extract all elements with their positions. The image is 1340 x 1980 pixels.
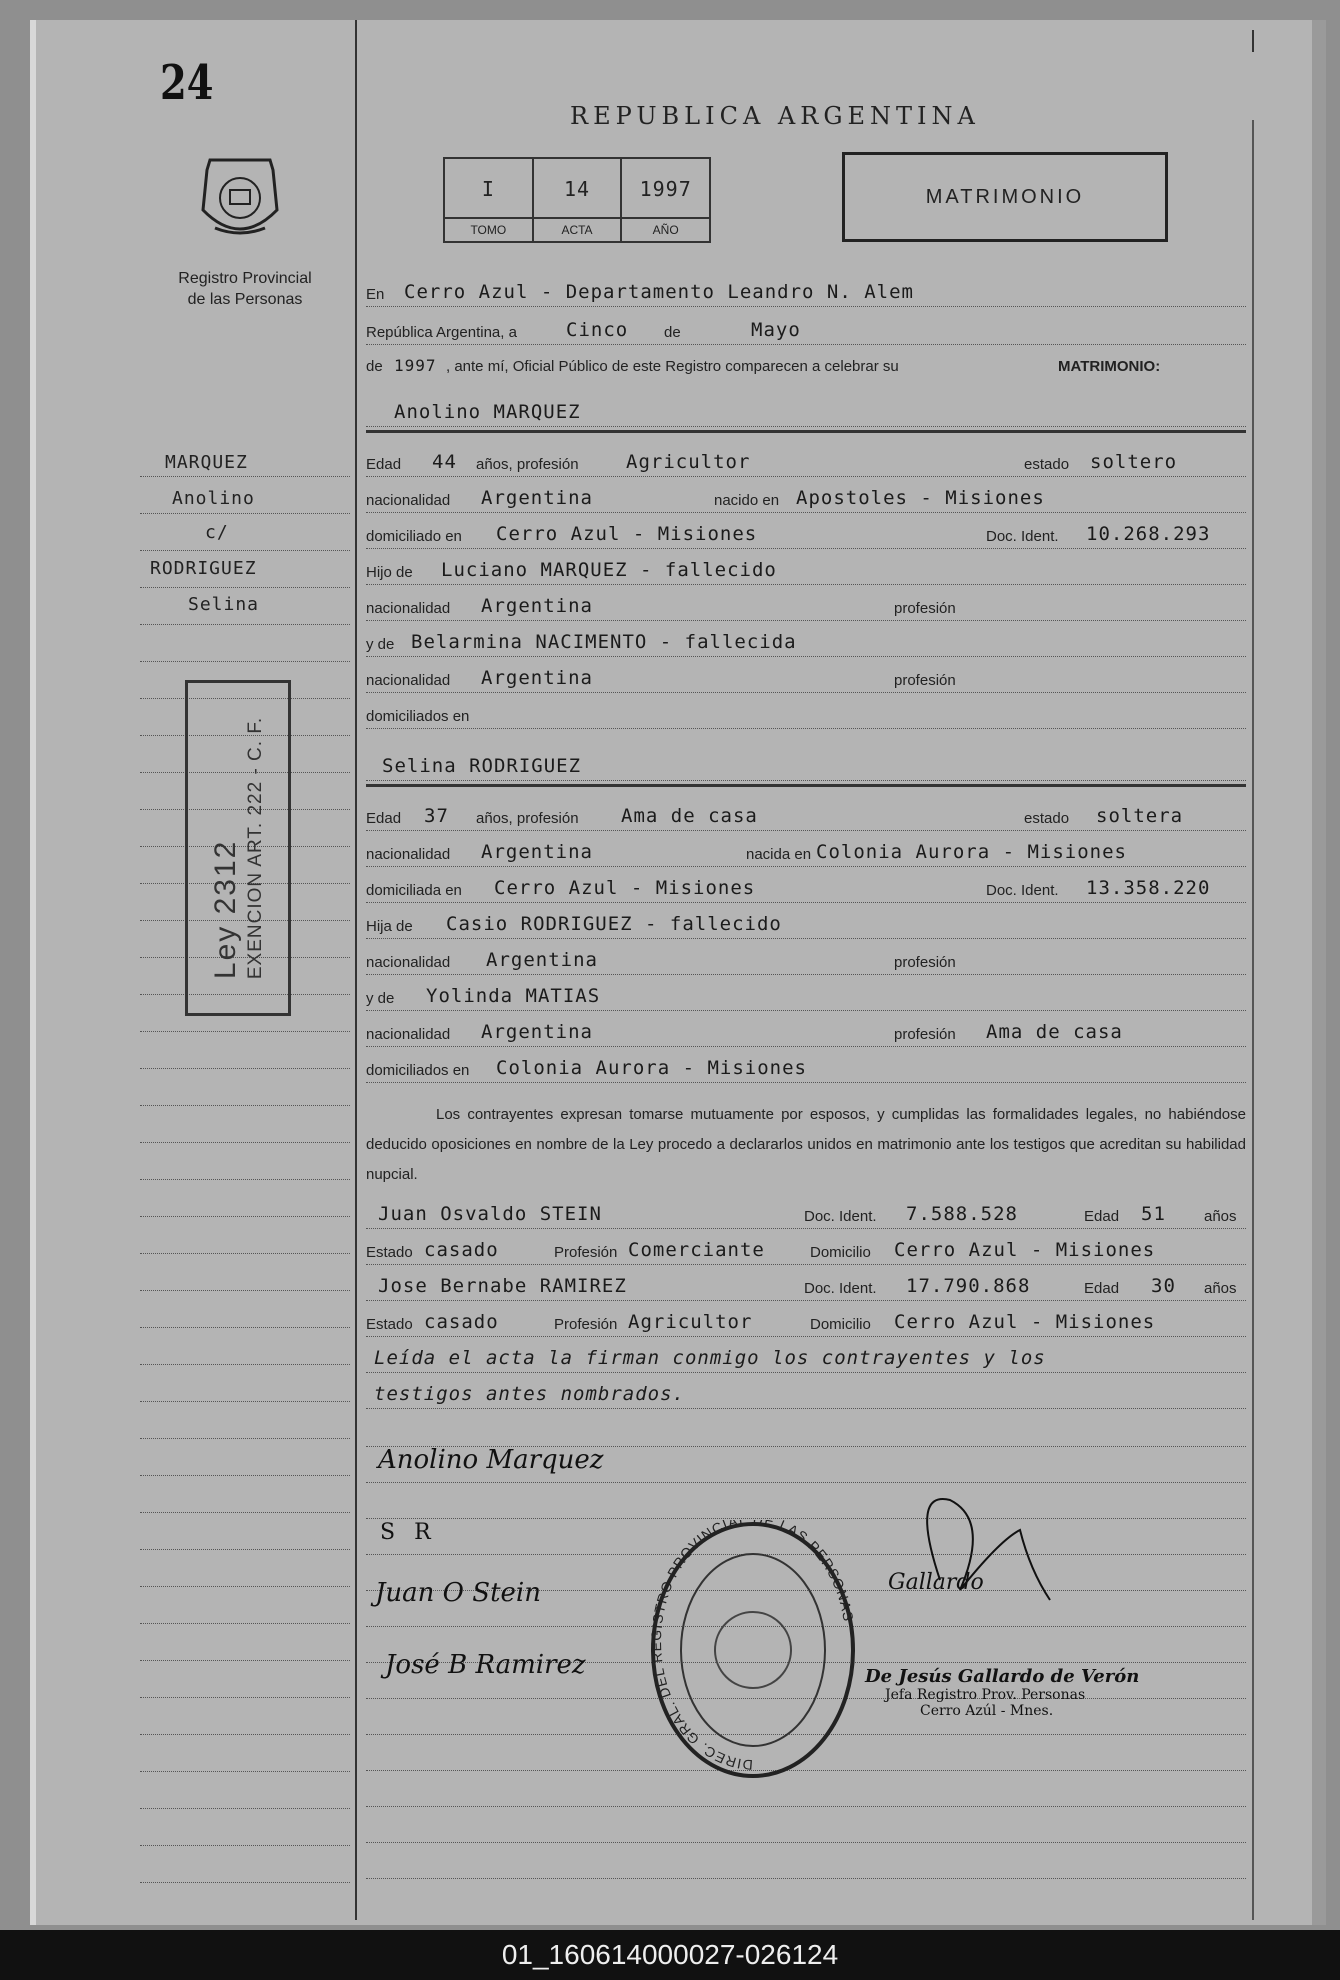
provincial-emblem-icon bbox=[195, 150, 285, 250]
bride-parents-domicile-row: domiciliados en Colonia Aurora - Misiones bbox=[366, 1054, 1246, 1083]
witness1-details-row: Estado casado Profesión Comerciante Domicilio Cerro Azul - Misiones bbox=[366, 1236, 1246, 1265]
page-title: REPUBLICA ARGENTINA bbox=[570, 102, 980, 130]
groom-nationality-row: nacionalidad Argentina nacido en Apostoles - Misiones bbox=[366, 484, 1246, 513]
bride-age-row: Edad 37 años, profesión Ama de casa estado soltera bbox=[366, 802, 1246, 831]
closing-line-2: testigos antes nombrados. bbox=[366, 1380, 1246, 1409]
page-number: 24 bbox=[160, 55, 214, 111]
closing-line-1: Leída el acta la firman conmigo los contrayentes y los bbox=[366, 1344, 1246, 1373]
intro-line-2: República Argentina, a Cinco de Mayo bbox=[366, 316, 1246, 345]
witness2-row: Jose Bernabe RAMIREZ Doc. Ident. 17.790.868 Edad 30 años bbox=[366, 1272, 1246, 1301]
official-seal bbox=[648, 1520, 858, 1780]
signature-officer-flourish bbox=[880, 1480, 1060, 1630]
record-type: MATRIMONIO bbox=[842, 152, 1168, 242]
bride-mother-nat-row: nacionalidad Argentina profesión Ama de casa bbox=[366, 1018, 1246, 1047]
bride-domicile-row: domiciliada en Cerro Azul - Misiones Doc. Ident. 13.358.220 bbox=[366, 874, 1246, 903]
bride-father-nat-row: nacionalidad Argentina profesión bbox=[366, 946, 1246, 975]
signature-witness2: José B Ramirez bbox=[385, 1650, 586, 1680]
registry-label: Registro Provincial de las Personas bbox=[178, 270, 312, 308]
margin-divider bbox=[355, 20, 357, 1920]
officer-block: De Jesús Gallardo de Verón Jefa Registro Prov. Personas Cerro Azúl - Mnes. bbox=[865, 1666, 1140, 1719]
margin-conj: c/ bbox=[205, 522, 229, 543]
groom-mother-row: y de Belarmina NACIMENTO - fallecida bbox=[366, 628, 1246, 657]
right-rule bbox=[1252, 120, 1254, 1920]
declaration-paragraph: Los contrayentes expresan tomarse mutuamente por esposos, y cumplidas las formalidades legales, no habiéndose deducido oposiciones en nombre de la Ley procedo a declararlos unidos en matrimonio ante los testigos que acreditan su habilidad nupcial. bbox=[366, 1106, 1246, 1183]
margin-name-bride: Selina bbox=[188, 594, 260, 615]
signature-officer: Gallardo bbox=[888, 1570, 984, 1595]
margin-lines bbox=[140, 440, 350, 1883]
witness1-row: Juan Osvaldo STEIN Doc. Ident. 7.588.528 Edad 51 años bbox=[366, 1200, 1246, 1229]
svg-text:DIREC. GRAL. DEL REGISTRO PROV: DIREC. GRAL. DEL REGISTRO PROVINCIA E LAS PERSONAS bbox=[648, 1520, 857, 1774]
groom-age-row: Edad 44 años, profesión Agricultor estado soltero bbox=[366, 448, 1246, 477]
signature-groom: Anolino Marquez bbox=[378, 1445, 604, 1475]
signature-bride-initials: S R bbox=[380, 1520, 437, 1545]
intro-line-1: En Cerro Azul - Departamento Leandro N. Alem bbox=[366, 278, 1246, 307]
margin-surname-bride: RODRIGUEZ bbox=[150, 558, 257, 579]
witness2-details-row: Estado casado Profesión Agricultor Domicilio Cerro Azul - Misiones bbox=[366, 1308, 1246, 1337]
intro-line-3: de 1997 , ante mí, Oficial Público de este Registro comparecen a celebrar su MATRIMONIO: bbox=[366, 356, 1161, 375]
groom-domicile-row: domiciliado en Cerro Azul - Misiones Doc. Ident. 10.268.293 bbox=[366, 520, 1246, 549]
bride-father-row: Hija de Casio RODRIGUEZ - fallecido bbox=[366, 910, 1246, 939]
signature-witness1: Juan O Stein bbox=[375, 1578, 541, 1608]
image-id-footer: 01_160614000027-026124 bbox=[0, 1930, 1340, 1980]
groom-father-row: Hijo de Luciano MARQUEZ - fallecido bbox=[366, 556, 1246, 585]
bride-name: Selina RODRIGUEZ bbox=[366, 752, 1246, 781]
groom-parents-domicile-row: domiciliados en bbox=[366, 700, 1246, 729]
right-tick bbox=[1252, 30, 1254, 52]
bride-nationality-row: nacionalidad Argentina nacida en Colonia Aurora - Misiones bbox=[366, 838, 1246, 867]
groom-name: Anolino MARQUEZ bbox=[366, 398, 1246, 427]
register-box: I TOMO 14 ACTA 1997 AÑO bbox=[443, 157, 711, 243]
groom-father-nat-row: nacionalidad Argentina profesión bbox=[366, 592, 1246, 621]
margin-surname-groom: MARQUEZ bbox=[165, 452, 248, 473]
margin-name-groom: Anolino bbox=[172, 488, 255, 509]
exemption-stamp: Ley 2312 EXENCION ART. 222 - C. F. bbox=[185, 680, 291, 1016]
groom-mother-nat-row: nacionalidad Argentina profesión bbox=[366, 664, 1246, 693]
bride-mother-row: y de Yolinda MATIAS bbox=[366, 982, 1246, 1011]
